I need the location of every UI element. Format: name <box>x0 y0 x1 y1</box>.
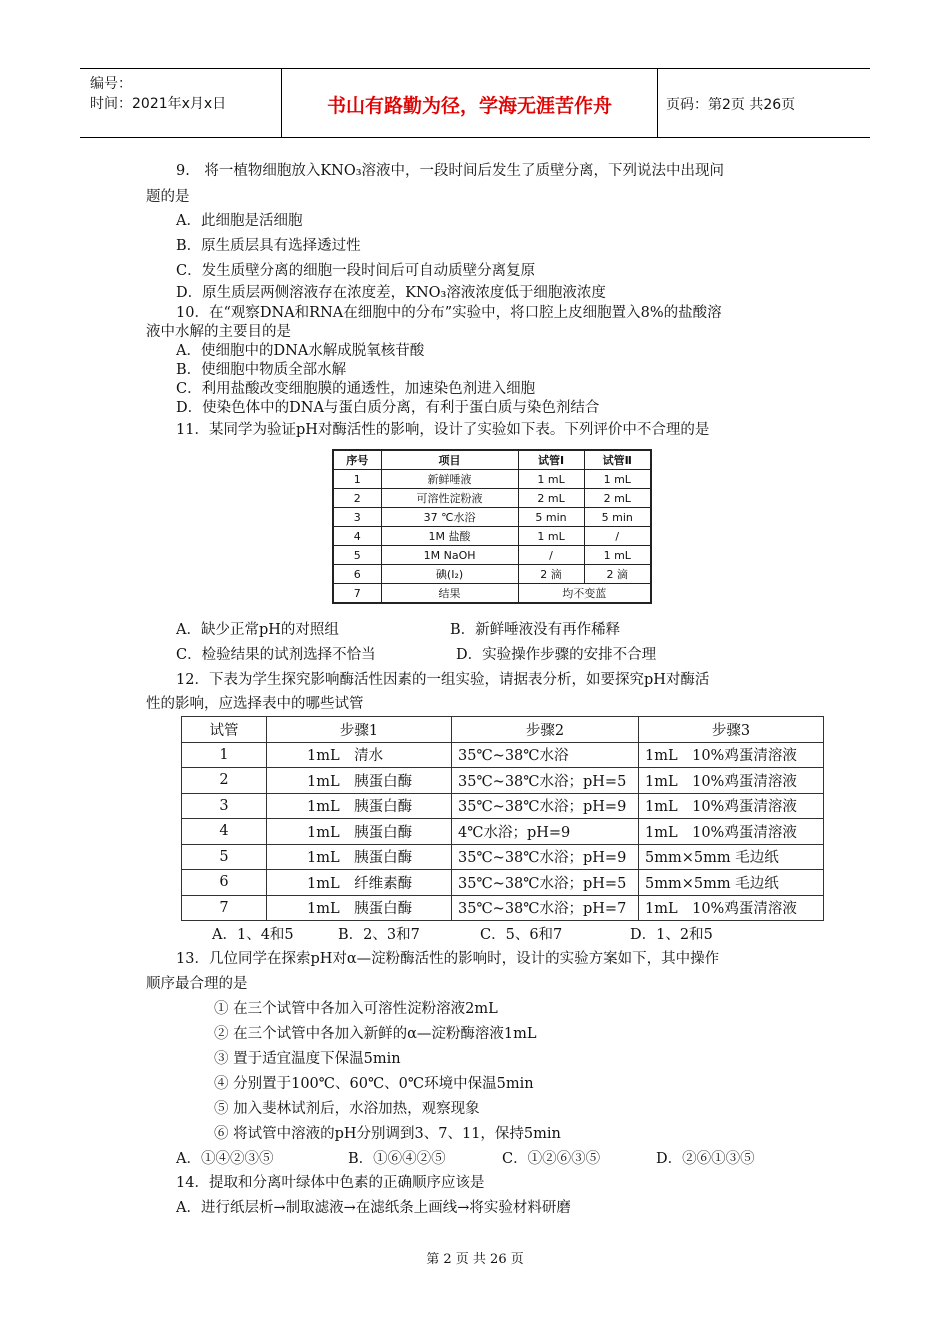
table-cell: 1M NaOH <box>381 546 518 565</box>
q9-option-d: D．原生质层两侧溶液存在浓度差，KNO₃溶液浓度低于细胞液浓度 <box>176 285 606 301</box>
table-cell: / <box>584 527 651 546</box>
q12-col-header: 步骤2 <box>452 717 639 743</box>
table-row <box>182 768 824 794</box>
table-cell: 结果 <box>381 584 518 604</box>
header-meta-cell <box>80 69 282 137</box>
table-row <box>333 584 651 604</box>
q12-col-header: 试管 <box>182 717 267 743</box>
q12-col-header: 步骤3 <box>639 717 824 743</box>
table-cell: 1mL 10%鸡蛋清溶液 <box>639 819 824 845</box>
table-cell: 2 <box>333 489 381 508</box>
q12-option-b: B．2、3和7 <box>338 927 420 943</box>
q14-stem: 14．提取和分离叶绿体中色素的正确顺序应该是 <box>176 1175 485 1191</box>
table-cell: / <box>518 546 584 565</box>
q13-option-a: A．①④②③⑤ <box>176 1151 274 1167</box>
table-row <box>182 844 824 870</box>
table-cell: 5mm×5mm 毛边纸 <box>639 870 824 896</box>
q9-option-b: B．原生质层具有选择透过性 <box>176 238 361 254</box>
table-cell: 1 mL <box>518 527 584 546</box>
table-cell: 1 <box>333 470 381 489</box>
q10-option-a: A．使细胞中的DNA水解成脱氧核苷酸 <box>176 343 425 359</box>
q9-stem: 9. 将一植物细胞放入KNO₃溶液中，一段时间后发生了质壁分离，下列说法中出现问 <box>176 163 725 179</box>
table-cell: 5 min <box>584 508 651 527</box>
table-row <box>333 489 651 508</box>
table-cell: 4 <box>182 819 267 845</box>
table-cell: 2 mL <box>584 489 651 508</box>
q13-option-d: D．②⑥①③⑤ <box>656 1151 755 1167</box>
table-row <box>333 508 651 527</box>
table-cell: 1mL 10%鸡蛋清溶液 <box>639 768 824 794</box>
table-cell: 1mL 胰蛋白酶 <box>267 895 452 921</box>
q14-option-a: A．进行纸层析→制取滤液→在滤纸条上画线→将实验材料研磨 <box>176 1200 571 1216</box>
table-row <box>333 546 651 565</box>
header-page-cell <box>658 69 870 137</box>
q13-step-3: ③ 置于适宜温度下保温5min <box>214 1051 401 1067</box>
page-number-label: 页码：第2页 共26页 <box>666 97 796 113</box>
q13-step-4: ④ 分别置于100℃、60℃、0℃环境中保温5min <box>214 1076 534 1092</box>
table-cell: 35℃~38℃水浴；pH=7 <box>452 895 639 921</box>
q13-step-6: ⑥ 将试管中溶液的pH分别调到3、7、11，保持5min <box>214 1126 561 1142</box>
table-cell: 1mL 胰蛋白酶 <box>267 844 452 870</box>
table-cell: 7 <box>333 584 381 604</box>
table-cell: 1 mL <box>518 470 584 489</box>
q12-option-a: A．1、4和5 <box>212 927 294 943</box>
q11-col-header: 序号 <box>333 450 381 470</box>
number-label: 编号： <box>90 76 132 92</box>
table-cell: 碘(I₂) <box>381 565 518 584</box>
q12-option-c: C．5、6和7 <box>480 927 563 943</box>
table-cell: 35℃~38℃水浴；pH=9 <box>452 844 639 870</box>
q13-option-c: C．①②⑥③⑤ <box>502 1151 601 1167</box>
q11-option-c: C．检验结果的试剂选择不恰当 <box>176 647 376 663</box>
table-cell: 4℃水浴；pH=9 <box>452 819 639 845</box>
table-cell: 1 mL <box>584 470 651 489</box>
table-cell: 1mL 纤维素酶 <box>267 870 452 896</box>
q12-stem: 12．下表为学生探究影响酶活性因素的一组实验，请据表分析，如要探究pH对酶活 <box>176 672 710 688</box>
table-row <box>333 470 651 489</box>
q13-step-1: ① 在三个试管中各加入可溶性淀粉溶液2mL <box>214 1001 498 1017</box>
table-row <box>182 819 824 845</box>
q11-option-d: D．实验操作步骤的安排不合理 <box>456 647 657 663</box>
table-cell: 1mL 10%鸡蛋清溶液 <box>639 895 824 921</box>
q11-table <box>332 449 652 604</box>
table-cell: 37 ℃水浴 <box>381 508 518 527</box>
table-cell: 1mL 胰蛋白酶 <box>267 768 452 794</box>
table-row <box>182 793 824 819</box>
q12-col-header: 步骤1 <box>267 717 452 743</box>
q12-option-d: D．1、2和5 <box>630 927 713 943</box>
table-cell: 35℃~38℃水浴；pH=9 <box>452 793 639 819</box>
header-motto-cell <box>282 69 658 137</box>
q12-table-header <box>182 717 824 743</box>
table-cell: 2 mL <box>518 489 584 508</box>
q12-table <box>181 716 824 921</box>
table-cell: 1 <box>182 742 267 768</box>
table-cell: 5 <box>182 844 267 870</box>
q10-option-c: C．利用盐酸改变细胞膜的通透性，加速染色剂进入细胞 <box>176 381 536 397</box>
q11-option-a: A．缺少正常pH的对照组 <box>176 622 339 638</box>
q11-table-header <box>333 450 651 470</box>
table-cell: 1mL 胰蛋白酶 <box>267 793 452 819</box>
table-row <box>182 895 824 921</box>
table-row <box>333 565 651 584</box>
table-cell: 2 <box>182 768 267 794</box>
table-cell: 1mL 10%鸡蛋清溶液 <box>639 793 824 819</box>
q11-col-header: 试管Ⅱ <box>584 450 651 470</box>
table-cell: 2 滴 <box>518 565 584 584</box>
q13-stem: 13．几位同学在探索pH对α—淀粉酶活性的影响时，设计的实验方案如下，其中操作 <box>176 951 720 967</box>
q9-stem-cont: 题的是 <box>146 189 190 205</box>
table-cell: 5mm×5mm 毛边纸 <box>639 844 824 870</box>
page-header <box>80 68 870 138</box>
table-cell: 35℃~38℃水浴 <box>452 742 639 768</box>
q12-stem-cont: 性的影响，应选择表中的哪些试管 <box>146 696 364 712</box>
q11-col-header: 试管Ⅰ <box>518 450 584 470</box>
table-cell: 3 <box>333 508 381 527</box>
table-cell: 1mL 10%鸡蛋清溶液 <box>639 742 824 768</box>
time-label: 时间：2021年x月x日 <box>90 96 227 112</box>
table-row <box>182 870 824 896</box>
q11-col-header: 项目 <box>381 450 518 470</box>
table-cell: 可溶性淀粉液 <box>381 489 518 508</box>
table-cell: 1 mL <box>584 546 651 565</box>
table-cell: 1mL 清水 <box>267 742 452 768</box>
q9-option-a: A．此细胞是活细胞 <box>176 213 303 229</box>
table-cell: 5 min <box>518 508 584 527</box>
table-cell: 1M 盐酸 <box>381 527 518 546</box>
table-cell: 3 <box>182 793 267 819</box>
q10-option-d: D．使染色体中的DNA与蛋白质分离，有利于蛋白质与染色剂结合 <box>176 400 600 416</box>
table-cell: 1mL 胰蛋白酶 <box>267 819 452 845</box>
table-cell: 7 <box>182 895 267 921</box>
table-cell: 35℃~38℃水浴；pH=5 <box>452 768 639 794</box>
table-cell: 2 滴 <box>584 565 651 584</box>
q9-option-c: C．发生质壁分离的细胞一段时间后可自动质壁分离复原 <box>176 263 536 279</box>
table-row <box>333 527 651 546</box>
q13-option-b: B．①⑥④②⑤ <box>348 1151 446 1167</box>
q13-step-5: ⑤ 加入斐林试剂后，水浴加热，观察现象 <box>214 1101 480 1117</box>
table-cell: 新鲜唾液 <box>381 470 518 489</box>
q11-option-b: B．新鲜唾液没有再作稀释 <box>450 622 621 638</box>
table-cell: 35℃~38℃水浴；pH=5 <box>452 870 639 896</box>
q10-stem: 10．在“观察DNA和RNA在细胞中的分布”实验中，将口腔上皮细胞置入8%的盐酸溶 <box>176 305 722 321</box>
table-cell: 4 <box>333 527 381 546</box>
table-cell: 6 <box>333 565 381 584</box>
table-cell: 5 <box>333 546 381 565</box>
q13-stem-cont: 顺序最合理的是 <box>146 976 248 992</box>
q10-stem-cont: 液中水解的主要目的是 <box>146 324 291 340</box>
table-cell: 6 <box>182 870 267 896</box>
motto: 书山有路勤为径，学海无涯苦作舟 <box>326 95 612 117</box>
table-row <box>182 742 824 768</box>
q11-stem: 11．某同学为验证pH对酶活性的影响，设计了实验如下表。下列评价中不合理的是 <box>176 422 710 438</box>
q13-step-2: ② 在三个试管中各加入新鲜的α—淀粉酶溶液1mL <box>214 1026 537 1042</box>
q10-option-b: B．使细胞中物质全部水解 <box>176 362 347 378</box>
table-cell: 均不变蓝 <box>518 584 651 604</box>
page-footer: 第 2 页 共 26 页 <box>426 1252 524 1267</box>
